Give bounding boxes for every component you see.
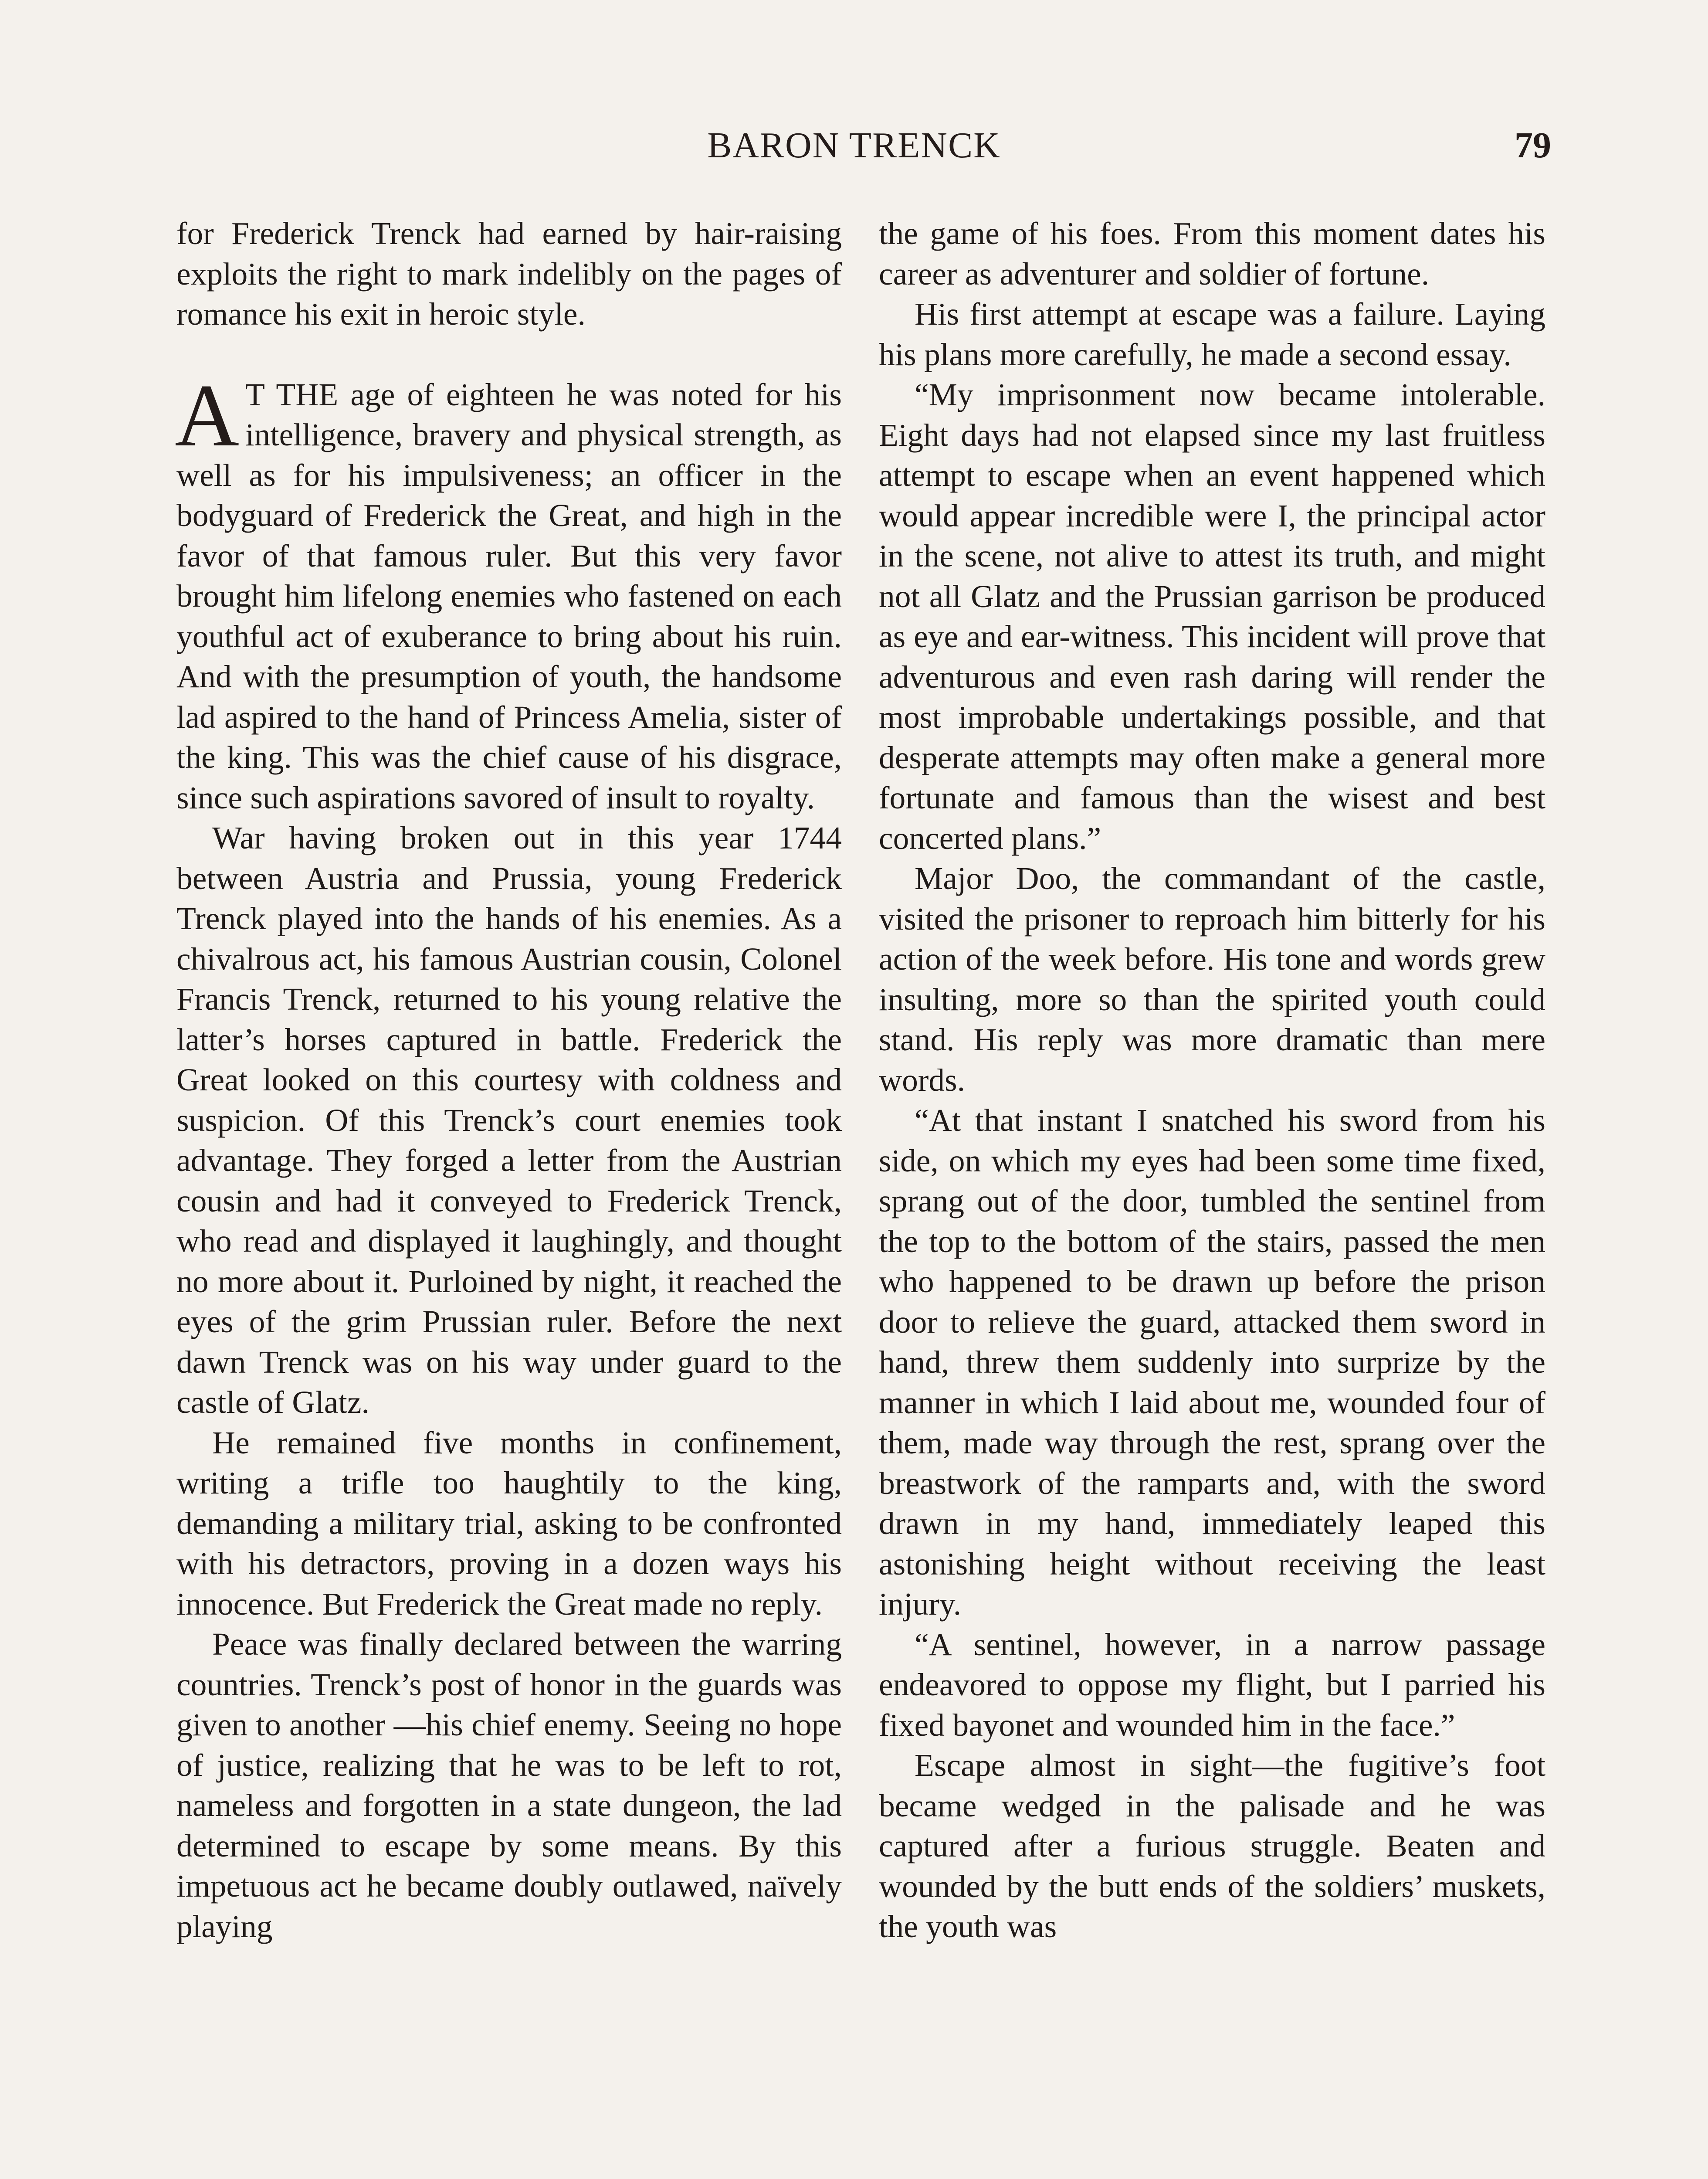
paragraph: the game of his foes. From this moment dates his career as adventurer and soldier of fortune. xyxy=(879,216,1545,292)
paragraph: for Frederick Trenck had earned by hair-raising exploits the right to mark indelibly on the pages of romance his exit in heroic style. xyxy=(176,216,842,332)
paragraph: “A sentinel, however, in a narrow passage endeavored to oppose my flight, but I parried his fixed bayonet and wounded him in the face.” xyxy=(879,1626,1545,1743)
left-column xyxy=(176,214,842,1947)
right-column xyxy=(879,214,1545,1947)
paragraph-text: T THE age of eighteen he was noted for his intelligence, bravery and physical strength, as well as for his impulsiveness; an officer in the bodyguard of Frederick the Great, and high in the favor of that famous ruler. But this very favor brought him lifelong enemies who fastened on each youthful act of exuberance to bring about his ruin. And with the presumption of youth, the handsome lad aspired to the hand of Princess Amelia, sister of the king. This was the chief cause of his disgrace, since such aspirations savored of insult to royalty. xyxy=(176,377,842,815)
paragraph: Major Doo, the commandant of the castle, visited the prisoner to reproach him bitterly for his action of the week before. His tone and words grew insulting, more so than the spirited youth could stand. His reply was more dramatic than mere words. xyxy=(879,861,1545,1098)
paragraph: Peace was finally declared between the warring countries. Trenck’s post of honor in the guards was given to another —his chief enemy. Seeing no hope of justice, realizing that he was to be left to rot, nameless and forgotten in a state dungeon, the lad determined to escape by some means. By this impetuous act he became doubly outlawed, naïvely playing xyxy=(176,1626,842,1944)
paragraph: “My imprisonment now became intolerable. Eight days had not elapsed since my last fruitless attempt to escape when an event happened which would appear incredible were I, the principal actor in the scene, not alive to attest its truth, and might not all Glatz and the Prussian garrison be produced as eye and ear-witness. This incident will prove that adventurous and even rash daring will render the most improbable undertakings possible, and that desperate attempts may often make a general more fortunate and famous than the wisest and best concerted plans.” xyxy=(879,377,1545,856)
dropcap: A xyxy=(175,366,240,465)
page-number: 79 xyxy=(1515,125,1551,166)
paragraph-with-dropcap xyxy=(175,366,842,818)
paragraph: Escape almost in sight—the fugitive’s foot became wedged in the palisade and he was captured after a furious struggle. Beaten and wounded by the butt ends of the soldiers’ muskets, the youth was xyxy=(879,1748,1545,1944)
paragraph: His first attempt at escape was a failure. Laying his plans more carefully, he made a second essay. xyxy=(879,296,1545,372)
paragraph: War having broken out in this year 1744 between Austria and Prussia, young Frederick Trenck played into the hands of his enemies. As a chivalrous act, his famous Austrian cousin, Colonel Francis Trenck, returned to his young relative the latter’s horses captured in battle. Frederick the Great looked on this courtesy with coldness and suspicion. Of this Trenck’s court enemies took advantage. They forged a letter from the Austrian cousin and had it conveyed to Frederick Trenck, who read and displayed it laughingly, and thought no more about it. Purloined by night, it reached the eyes of the grim Prussian ruler. Before the next dawn Trenck was on his way under guard to the castle of Glatz. xyxy=(176,820,842,1420)
running-head: BARON TRENCK xyxy=(707,125,1001,166)
paragraph: “At that instant I snatched his sword from his side, on which my eyes had been some time fixed, sprang out of the door, tumbled the sentinel from the top to the bottom of the stairs, passed the men who happened to be drawn up before the prison door to relieve the guard, attacked them sword in hand, threw them suddenly into surprize by the manner in which I laid about me, wounded four of them, made way through the rest, sprang over the breastwork of the ramparts and, with the sword drawn in my hand, immediately leaped this astonishing height without receiving the least injury. xyxy=(879,1103,1545,1622)
paragraph: He remained five months in confinement, writing a trifle too haughtily to the king, demanding a military trial, asking to be confronted with his detractors, proving in a dozen ways his innocence. But Frederick the Great made no reply. xyxy=(176,1425,842,1622)
